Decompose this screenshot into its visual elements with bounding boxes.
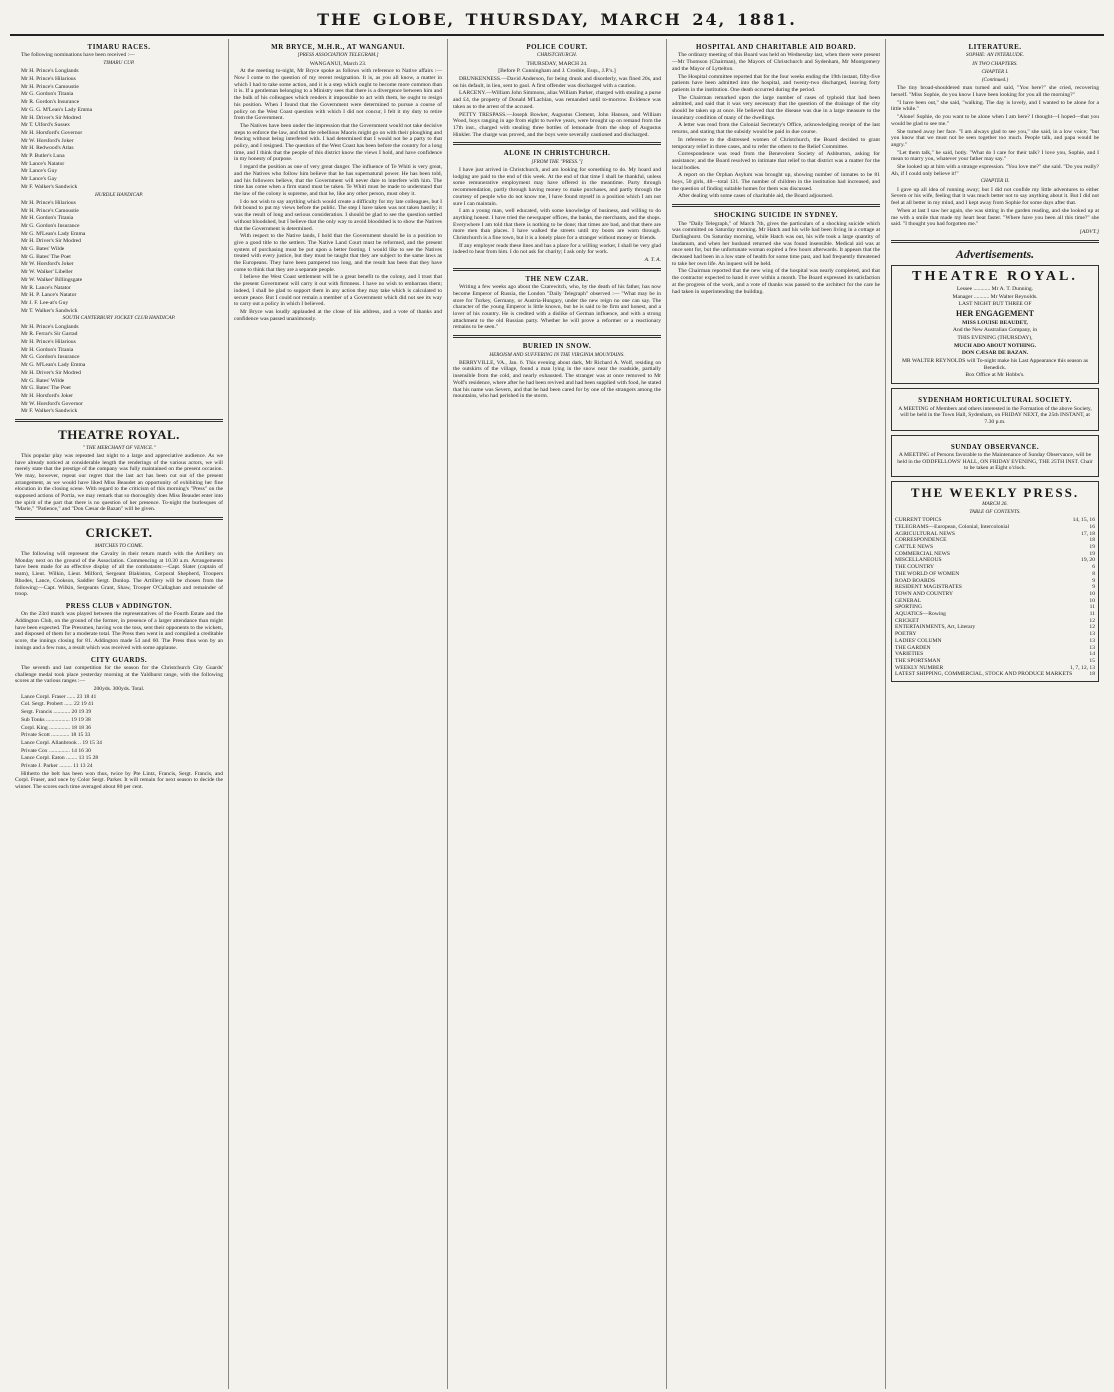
bryce-dateline: WANGANUI, March 23. [309,60,367,67]
paragraph: Correspondence was read from the Benevolent Society of Ashburton, asking for assistance; and the Board resolved to intimate that relief to that district was a matter for the local bodies. [672,151,880,171]
theatre-ad-line8: MR WALTER REYNOLDS will To-night make his Last Appearance this season as Benedick. [901,358,1089,371]
toc-row [895,671,1095,678]
toc-row [895,658,1095,665]
list-entry: Mr H. Gordon's Titania [21,215,74,222]
theatre-ad-line1: LAST NIGHT BUT THREE OF [958,301,1032,308]
weekly-press-ad [891,481,1099,682]
toc-row [895,618,1095,625]
toc-row [895,564,1095,571]
paragraph: After dealing with some cases of charitable aid, the Board adjourned. [678,193,834,200]
toc-entry-label: MISCELLANEOUS [895,557,942,564]
list-entry: Mr H. Driver's Sir Modred [21,238,81,245]
list-entry: Mr G. Gordon's Insurance [21,222,80,229]
list-entry: Mr R. Gordon's Insurance [21,99,80,106]
list-entry: Lance Corpl. Fraser ...... 23 18 41 [21,693,97,700]
toc-row [895,604,1095,611]
toc-entry-page: 19 [1089,550,1095,557]
timaru-races-heading: TIMARU RACES. [87,43,151,51]
divider [15,517,223,520]
paragraph: I am a young man, well educated, with some knowledge of business, and willing to do anything honest. I have tried the newspaper offices, the banks, the merchants, and the shops. Everywhere I am told that there is nothing to be done; that times are bad, and that there are more men than places. I have walked the streets until my boots are worn through. Christchurch is a fine town, but it is a lonely place for a stranger without money or friends. [453,208,661,242]
toc-entry-label: CRICKET [895,617,919,624]
toc-row [895,584,1095,591]
toc-entry-label: CURRENT TOPICS [895,517,942,524]
hospital-paragraphs [672,52,880,200]
toc-entry-page: 18 [1089,671,1095,678]
society-ad [891,388,1099,431]
masthead-title: THE GLOBE, THURSDAY, MARCH 24, 1881. [317,9,797,29]
list-entry: Mr H. Prince's Hilarious [21,199,76,206]
list-entry: Mr R. Ferrar's Sir Garrad [21,331,78,338]
divider [453,142,661,145]
toc-entry-label: AQUATICS—Rowing [895,611,946,618]
timaru-cup-list [15,68,223,190]
toc-entry-page: 14 [1089,651,1095,658]
list-entry: Mr Lance's Guy [21,168,58,175]
masthead [10,4,1104,36]
paragraph: A letter was read from the Colonial Secretary's Office, acknowledging receipt of the last returns, and stating that the subsidy would be paid in due course. [672,122,880,136]
hurdle-handicap-list [15,200,223,315]
weekly-press-toc-heading: TABLE OF CONTENTS. [969,508,1021,515]
alone-heading: ALONE IN CHRISTCHURCH. [503,149,611,158]
paragraph: I have just arrived in Christchurch, and am looking for something to do. My hoard and lodging are paid to the end of this week. At the end of that time I shall be thankful, unless some remunerative employment may have offered in the meantime. Party through recommendation, partly through having money to make purchases, and partly through the courtesy of people who do not know me, I have found myself in a position which I am not sure I can maintain. [453,166,661,207]
list-entry: Mr H. Driver's Sir Modred [21,114,81,121]
toc-entry-label: CORRESPONDENCE [895,537,947,544]
city-guards-close: Hitherto the belt has been won thus, twice by Pte Lintz, Francis, Sergt. Francis, and Corpl. Fraser, and once by Color Sergt. Parker. It will remain for next season to decide the winner. The scores each time averaged about 80 per cent. [15,770,223,791]
toc-entry-page: 8 [1092,570,1095,577]
list-entry: Mr R. Lance's Natator [21,284,71,291]
theatre-subheading: " THE MERCHANT OF VENICE." [82,444,156,451]
hospital-heading: HOSPITAL AND CHARITABLE AID BOARD. [695,43,857,51]
paragraph: With respect to the Native lands, I hold that the Government should be in a position to give a good title to the settlers. The Native Land Court must be reformed, and the present system of purchasing must be put upon a better footing. I would like to see the Natives treated with every justice, but they must be taught that they are subject to the same laws as the Europeans. They have been pampered too long, and the result has been that they have come to think that they are a separate people. [234,233,442,273]
weekly-press-date: MARCH 26. [982,500,1008,507]
toc-row [895,611,1095,618]
alone-signature: A. T. A. [644,257,661,264]
city-guards-body: The seventh and last competition for the season for the Christchurch City Guards' challenge medal took place yesterday morning at the Yaldhurst range, with the following scores at the various ranges :— [15,664,223,685]
list-entry: Mr H. Prince's Camoustie [21,83,79,90]
paragraph: The Natives have been under the impression that the Government would not take decisive steps to enforce the law, and that the rebellious Maoris might go on with their ploughing and fencing without being interfered with. I had determined that I would not be a party to that policy, and I resigned. The question of the West Coast has been before the country for a long time, and I think that the people of this district know the views I hold, and have confidence in my honesty of purpose. [234,122,442,163]
list-entry: Mr H. Prince's Camoustie [21,207,79,214]
buried-subheading: HEROISM AND SUFFERING IN THE VIRGINIA MOUNTAINS. [489,351,625,358]
paragraph: A report on the Orphan Asylum was brought up, showing number of inmates to be 81 boys, 50 girls, 48—total 131. The number of children in the institution had increased, and the question of finding suitable homes for them was discussed. [672,172,880,192]
police-court-bench: [Before P. Cunningham and J. Crosbie, Esqs., J.P.'s.] [498,68,616,75]
list-entry: Mr T. Ulford's Sussex [21,122,70,129]
column-1 [10,39,229,1389]
paragraph: "Let them talk," he said, hotly. "What do I care for their talk? I love you, Sophie, and I mean to marry you, whatever your father may say." [891,149,1099,163]
list-entry: Mr T. Walker's Sandwick [21,307,78,314]
cricket-subheading: MATCHES TO COME. [94,542,144,549]
list-entry: Mr G. Bates' The Poet [21,253,71,260]
paragraph: PETTY TRESPASS.—Joseph Bowker, Augustus Clement, John Hanson, and William Wood, boys ranging in age from eight to twelve years, were brought up on remand from the 17th inst., charged with stealing three bottles of lemonade from the shop of Augustus Hinkler. The charge was proved, and the boys were severally cautioned and discharged. [453,111,661,138]
toc-entry-label: ROAD BOARDS [895,577,935,584]
theatre-ad-line9: Box Office at Mr Hobbs's. [965,372,1025,379]
divider [453,335,661,338]
press-club-body: On the 23rd match was played between the representatives of the Fourth Estate and the Addington Club, on the ground of the former, in presence of a larger attendance than might have been expected. The Pressmen, having won the toss, sent their opponents to the wickets, and disposed of them for a moderate total. The Press then went in and compiled a creditable score, the innings closing for 81. Addington made 54 and 60. The Press thus won by an innings and a few runs, a result which was received with some applause. [15,611,223,651]
list-entry: Mr H. Gordon's Titania [21,346,74,353]
list-entry: Mr G. Gordon's Titania [21,91,74,98]
toc-row [895,551,1095,558]
theatre-body: This popular play was repeated last night to a large and appreciative audience. As we have already noticed at considerable length the renderings of the various actors, we will merely state that the prestige of the company was fully maintained on the present occasion. We may, however, repeat our regret that the last act has been cut out of the present arrangement, as we would have liked Miss Beaudet an opportunity of exhibiting her fine elocution in the closing scene. With regard to the criticism of this morning's "Press" on the supposed actions of Portia, we may remark that so thoroughly does Miss Beaudet enter into the spirit of the part that there is no question of her presence. To-night the burlesques of "Marie," "Patience," and "Don Cæsar de Bazan" will be given. [15,452,223,513]
paragraph: LARCENY.—William John Simmons, alias William Parker, charged with stealing a purse and £4, the property of Donald M'Lachlan, was remanded until to-morrow. Evidence was taken as to the arrest of the accused. [453,90,661,110]
list-entry: Lance Corpl. Allanbrook .. 19 15 34 [21,739,102,746]
story-paragraphs [891,85,1099,177]
list-entry: Mr G. Gordon's Insurance [21,354,80,361]
theatre-ad-line4: And the New Australian Company, in [952,327,1038,334]
theatre-ad-line5: THIS EVENING (THURSDAY), [957,334,1033,341]
list-entry: Mr J. F. Lee-at's Guy [21,299,69,306]
paragraph: I do not wish to say anything which would create a difficulty for my late colleagues, but I felt bound to put my views before the public. The step I have taken was not taken hastily; it was the result of long and serious consideration. I should be glad to see the question settled without bloodshed, but I believe that the only way to avoid bloodshed is to show the Natives that the Government is determined. [234,198,442,232]
toc-row [895,665,1095,672]
list-entry: Sub Tonks ................. 19 19 38 [21,716,91,723]
list-entry: Mr G. Bates' Wilde [21,377,65,384]
toc-row [895,571,1095,578]
czar-heading: THE NEW CZAR. [525,274,589,283]
list-entry: Mr W. Horsford's Joker [21,137,74,144]
bryce-heading: MR BRYCE, M.H.R., AT WANGANUI. [271,43,405,51]
story-title: SOPHIE: AN INTERLUDE. [965,52,1025,59]
list-entry: Private Cox ............... 14 16 30 [21,747,91,754]
list-entry: Private J. Parker ......... 11 13 24 [21,763,93,770]
sydney-heading: SHOCKING SUICIDE IN SYDNEY. [713,211,839,220]
toc-entry-label: ENTERTAINMENTS, Art, Literary [895,624,976,631]
list-entry: Mr P. Butler's Luna [21,153,65,160]
toc-entry-page: 19 [1089,544,1095,551]
toc-entry-page: 9 [1092,577,1095,584]
scores-header: 200yds. 300yds. Total. [93,686,145,693]
toc-row [895,651,1095,658]
toc-row [895,645,1095,652]
column-2 [229,39,448,1389]
toc-entry-page: 1, 7, 12, 13 [1069,664,1095,671]
theatre-ad-line3: MISS LOUISE BEAUDET, [962,319,1028,326]
timaru-cup-subheading: TIMARU CUP. [103,60,135,67]
toc-row [895,544,1095,551]
weekly-press-toc [895,517,1095,678]
toc-entry-page: 15 [1089,657,1095,664]
police-court-dateline: THURSDAY, MARCH 24. [526,60,588,67]
list-entry: Mr F. Walker's Sandwick [21,183,78,190]
paragraph: The tiny broad-shouldered man turned and said, "You here?" she cried, recovering herself. "Miss Sophie, do you know I have been looking for you all the morning?" [891,85,1099,99]
list-entry: Mr H. Horsford's Joker [21,392,73,399]
toc-entry-label: THE COUNTRY [895,564,935,571]
toc-entry-page: 16 [1089,523,1095,530]
toc-entry-label: SPORTING [895,604,923,611]
list-entry: Mr H. Prince's Longlands [21,323,79,330]
theatre-ad-line7: DON CÆSAR DE BAZAN. [961,350,1029,357]
toc-entry-label: TOWN AND COUNTRY [895,590,954,597]
toc-row [895,598,1095,605]
list-entry: Mr H. Prince's Longlands [21,68,79,75]
toc-entry-page: 12 [1089,617,1095,624]
toc-entry-page: 18 [1089,537,1095,544]
toc-row [895,531,1095,538]
column-3 [448,39,667,1389]
list-entry: Mr G. Bates' Wilde [21,246,65,253]
toc-entry-page: 13 [1089,637,1095,644]
list-entry: Mr G. Bates' The Poet [21,385,71,392]
toc-row [895,524,1095,531]
divider [15,419,223,422]
sunday-ad [891,435,1099,478]
list-entry: Mr W. Walker' Billingsgate [21,276,83,283]
theatre-ad-title: THEATRE ROYAL. [912,269,1078,285]
press-club-heading: PRESS CLUB v ADDINGTON. [65,601,173,610]
toc-entry-label: LATEST SHIPPING, COMMERCIAL, STOCK AND PRODUCE MARKETS [895,671,1073,678]
cricket-body: The following will represent the Cavalry in their return match with the Artillery on Monday next on the ground of the Association. Commencing at 10.30 a.m. Arrangements have been made for an effective display of all the combatants:—Capt. Slater (captain of team), Lieut. Wilkin, Lieut. Milford, Sergeant Blakiston, Corporal Shepherd, Troopers Rhodes, Lance, Cookson, Saddler Sergt. Dunlop. The Artillery will be chosen from the following:—Capt. Wilkin, Sergeants Grant, Shaw, Trooper O'Callaghan and remainder of troop. [15,551,223,598]
bryce-paragraphs [234,68,442,322]
toc-entry-page: 19, 20 [1081,557,1095,564]
paragraph: DRUNKENNESS.—David Anderson, for being drunk and disorderly, was fined 20s, and on his default, in lieu, sent to gaol. A first offender was discharged with a caution. [453,76,661,89]
divider [453,268,661,271]
list-entry: Sergt. Francis ............ 20 19 39 [21,709,92,716]
toc-entry-label: CATTLE NEWS [895,544,934,551]
paragraph: The ordinary meeting of this Board was held on Wednesday last, when there were present—Mr Thomson (Chairman), the Mayors of Christchurch and Sydenham, Mr Montgomery and the Mayor of Lyttelton. [672,52,880,72]
list-entry: Private Scott ............. 18 15 33 [21,732,91,739]
paragraph: When at last I saw her again, she was sitting in the garden reading, and she looked up at me with a smile that made my heart beat faster. "Where have you been all this time?" she said. "I thought you had forgotten me." [891,207,1099,228]
toc-entry-label: LADIES' COLUMN [895,637,942,644]
timaru-intro: The following nominations have been received :— [21,52,135,59]
list-entry: Lance Corpl. Eaton ........ 13 15 28 [21,755,99,762]
sunday-ad-title: SUNDAY OBSERVANCE. [950,442,1040,451]
list-entry: Mr H. P. Lance's Natator [21,292,77,299]
society-ad-title: SYDENHAM HORTICULTURAL SOCIETY. [918,396,1072,405]
list-entry: Mr W. Horsford's Governor [21,400,83,407]
chapter-1-continued: (Continued.) [981,77,1009,84]
paragraph: She looked up at him with a strange expression. "You love me?" she said. "Do you really? Ah, if I could only believe it!" [891,164,1099,177]
paragraph: I believe the West Coast settlement will be a great benefit to the colony, and I trust that the present Government will carry it out with firmness. I have no wish to embarrass them; indeed, I shall be glad to support them in any action they may take which is calculated to secure peace. But I could not remain a member of a Government which did not see its way to carry out a policy in which I believed. [234,274,442,308]
paragraph: I gave up all idea of running away; but I did not confide my little adventures to either Severn or his wife, feeling that it was much better not to say anything about it. But I did not feel at all better in my mind, and I kept away from Sophie for some days after that. [891,186,1099,207]
toc-entry-label: RESIDENT MAGISTRATES [895,584,962,591]
chapter-1-heading: CHAPTER I. [981,68,1009,75]
columns [10,39,1104,1389]
list-entry: Mr G. G. M'Lean's Lady Emma [21,106,93,113]
paragraph: The Chairman remarked upon the large number of cases of typhoid that had been admitted, and said that it was very necessary that the question of the drainage of the city should be taken up at once. He believed that the disease was due in a large measure to the insanitary condition of many of the dwellings. [672,94,880,121]
paragraph: "I have been out," she said, "walking. The day is lovely, and I wanted to be alone for a little while." [891,99,1099,113]
toc-entry-label: WEEKLY NUMBER [895,664,944,671]
theatre-ad-line6: MUCH ADO ABOUT NOTHING. [954,342,1036,349]
toc-entry-page: 6 [1092,564,1095,571]
scores-list [15,694,223,770]
sunday-ad-body: A MEETING of Persons favorable to the Maintenance of Sunday Observance, will be held in the ODDFELLOWS' HALL, ON FRIDAY EVENING, THE 25TH INST. Chair to be taken at Eight o'clock. [897,452,1093,472]
buried-heading: BURIED IN SNOW. [522,342,592,351]
toc-row [895,591,1095,598]
list-entry: Mr H. Driver's Sir Modred [21,369,81,376]
police-court-paragraphs [453,76,661,138]
list-entry: Mr G. M'Lean's Lady Emma [21,362,86,369]
toc-entry-page: 12 [1089,624,1095,631]
paragraph: "Alone! Sophie, do you want to be alone when I am here? I thought—I hoped—that you would be glad to see me." [891,114,1099,127]
theatre-ad-manager: Manager ........... Mr Walter Reynolds. [952,293,1038,300]
list-entry: Corpl. King ............... 18 18 36 [21,724,92,731]
toc-row [895,537,1095,544]
list-entry: Mr F. Walker's Sandwick [21,408,78,415]
buried-body: BERRYVILLE, VA., Jan. 6. This evening about dark, Mr Richard A. Wolf, residing on the outskirts of the village, found a man lying in the snow near the roadside, partially insensible from the cold, and nearly exhausted. The stranger was at once removed to Mr Wolf's residence, where after he had been revived and had been supplied with food, he stated that his name was Severn, and that he had been cared for by one of the strangers among the mountains, who had perished in the storm. [453,359,661,400]
toc-entry-page: 10 [1089,590,1095,597]
divider [891,240,1099,243]
story-advt-tag: [ADVT.] [1079,228,1099,235]
alone-paragraphs [453,167,661,256]
toc-row [895,557,1095,564]
cricket-heading: CRICKET. [85,525,153,541]
police-court-subheading: CHRISTCHURCH. [536,52,578,59]
jockey-club-list [15,324,223,415]
toc-entry-page: 9 [1092,584,1095,591]
toc-row [895,638,1095,645]
story-paragraphs-2 [891,187,1099,228]
list-entry: Mr G. M'Lean's Lady Emma [21,230,86,237]
literature-heading: LITERATURE. [968,43,1022,51]
toc-row [895,631,1095,638]
theatre-ad [891,265,1099,384]
theatre-royal-heading: THEATRE ROYAL. [58,427,180,443]
toc-entry-label: THE WORLD OF WOMEN [895,570,960,577]
list-entry: Mr W. Walker' Libeller [21,269,73,276]
jockey-club-subheading: SOUTH CANTERBURY JOCKEY CLUB HANDICAP. [62,315,176,322]
list-entry: Mr H. Prince's Hilarious [21,339,76,345]
paragraph: The Hospital committee reported that for the four weeks ending the 19th instant, fifty-five patients have been admitted into the hospital, and twenty-two discharged, leaving forty patients in the institution. One death occurred during the period. [672,73,880,93]
list-entry: Mr H. Redwood's Atlas [21,145,74,152]
toc-entry-page: 10 [1089,597,1095,604]
toc-entry-label: GENERAL [895,597,922,604]
hurdle-handicap-subheading: HURDLE HANDICAP. [94,191,144,198]
toc-entry-page: 11 [1089,604,1095,611]
column-4 [667,39,886,1389]
paragraph: If any employer reads these lines and has a place for a willing worker, I shall be very glad indeed to hear from him. I do not ask for charity; I ask only for work. [453,242,661,256]
toc-entry-label: THE GARDEN [895,644,931,651]
toc-row [895,578,1095,585]
toc-row [895,624,1095,631]
column-5 [886,39,1104,1389]
toc-row [895,517,1095,524]
theatre-ad-lessee: Lessee ............ Mr A. T. Dunning. [956,285,1034,292]
list-entry: Mr Lance's Gay [21,176,57,183]
bryce-subheading: [PRESS ASSOCIATION TELEGRAM.] [297,52,379,59]
police-court-heading: POLICE COURT. [526,43,588,51]
toc-entry-label: VARIETIES [895,651,924,658]
alone-subheading: [FROM THE "PRESS."] [531,158,583,165]
list-entry: Mr Lance's Natator [21,160,65,167]
paragraph: At the meeting to-night, Mr Bryce spoke as follows with reference to Native affairs :—Now I come to the question of my recent resignation. It is, as you all know, a matter in which I had to take some action, and it is a step which ought to become more common than it is. If a gentleman belonging to a Ministry sees that there is a divergence between him and the bulk of his colleagues which renders it impossible to act with them, he ought to resign his position. When I found that the Government were determined to pursue a course of policy on the West Coast question with which I did not concur, I felt it my duty to retire from the Government. [234,68,442,122]
list-entry: Mr W. Horsford's Joker [21,261,74,268]
toc-entry-page: 17, 18 [1081,530,1095,537]
toc-entry-label: AGRICULTURAL NEWS [895,530,956,537]
toc-entry-page: 13 [1089,644,1095,651]
divider [672,204,880,207]
list-entry: Mr H. Horsford's Governor [21,129,83,136]
toc-entry-label: THE SPORTSMAN [895,657,941,664]
toc-entry-page: 11 [1089,611,1095,618]
weekly-press-title: THE WEEKLY PRESS. [910,485,1080,501]
sydney-body: The "Daily Telegraph," of March 7th, gives the particulars of a shocking suicide which was committed on Saturday morning. Mr Hatch and his wife had been living in a cottage at Darlinghurst. On Saturday morning, while Hatch was out, his wife took a large quantity of laudanum, and when her husband returned she was found insensible. Medical aid was at once sent for, but the unfortunate woman expired a few hours afterwards. It appears that the deceased had been in a low state of health for some time past, and had frequently threatened to take her own life. An inquest will be held. [672,220,880,267]
chapter-2-heading: CHAPTER II. [980,178,1010,185]
society-ad-body: A MEETING of Members and others interested in the Formation of the above Society, will be held in the Town Hall, Sydenham, on FRIDAY NEXT, the 25th INSTANT, at 7.30 p.m. [898,405,1092,425]
czar-body: Writing a few weeks ago about the Czarewitch, who, by the death of his father, has now become Emperor of Russia, the London "Daily Telegraph" observed :— "What may be in store for Turkey, Germany, or Austria-Hungary, under the new reign no one can say. The character of the young Emperor is little known, but he is said to be firm and honest, and a lover of his country. He is credited with a dislike of German influence, and with a strong attachment to the old Russian party. Whether he will prove a reformer or a reactionary remains to be seen." [453,284,661,331]
toc-entry-page: 14, 15, 16 [1072,517,1095,524]
story-subtitle: IN TWO CHAPTERS. [972,60,1018,67]
city-guards-heading: CITY GUARDS. [90,655,148,664]
toc-entry-label: POETRY [895,631,917,638]
hospital-extra: The Chairman reported that the new wing of the hospital was nearly completed, and that the contractor expected to hand it over within a month. The Board expressed its satisfaction at the progress of the work, and a vote of thanks was passed to the architect for the care he had taken in superintending the building. [672,268,880,295]
paragraph: Mr Bryce was loudly applauded at the close of his address, and a vote of thanks and confidence was passed unanimously. [234,308,442,322]
paragraph: I regard the position as one of very great danger. The influence of Te Whiti is very great, and the Natives who follow him believe that he has supernatural power. He has been told, and his followers believe, that the Government will never dare to interfere with him. The time has come when a firm stand must be taken. Te Whiti must be made to understand that the law of the colony is supreme, and that he, like any other person, must obey it. [234,164,442,197]
paragraph: She turned away her face. "I am always glad to see you," she said, in a low voice; "but you know that we must not be seen together too much. People talk, and papa would be angry." [891,128,1099,148]
advertisements-heading: Advertisements. [955,246,1035,261]
toc-entry-label: COMMERCIAL NEWS [895,550,950,557]
toc-entry-page: 13 [1089,631,1095,638]
list-entry: Mr H. Prince's Hilarious [21,76,76,83]
paragraph: In reference to the distressed women of Christchurch, the Board decided to grant temporary relief in three cases, and to refer the others to the Relief Committee. [672,136,880,150]
theatre-ad-line2: HER ENGAGEMENT [955,308,1034,318]
list-entry: Col. Sergt. Probert ...... 22 19 41 [21,701,94,708]
toc-entry-label: TELEGRAMS—European, Colonial, Intercolonial [895,523,1010,530]
